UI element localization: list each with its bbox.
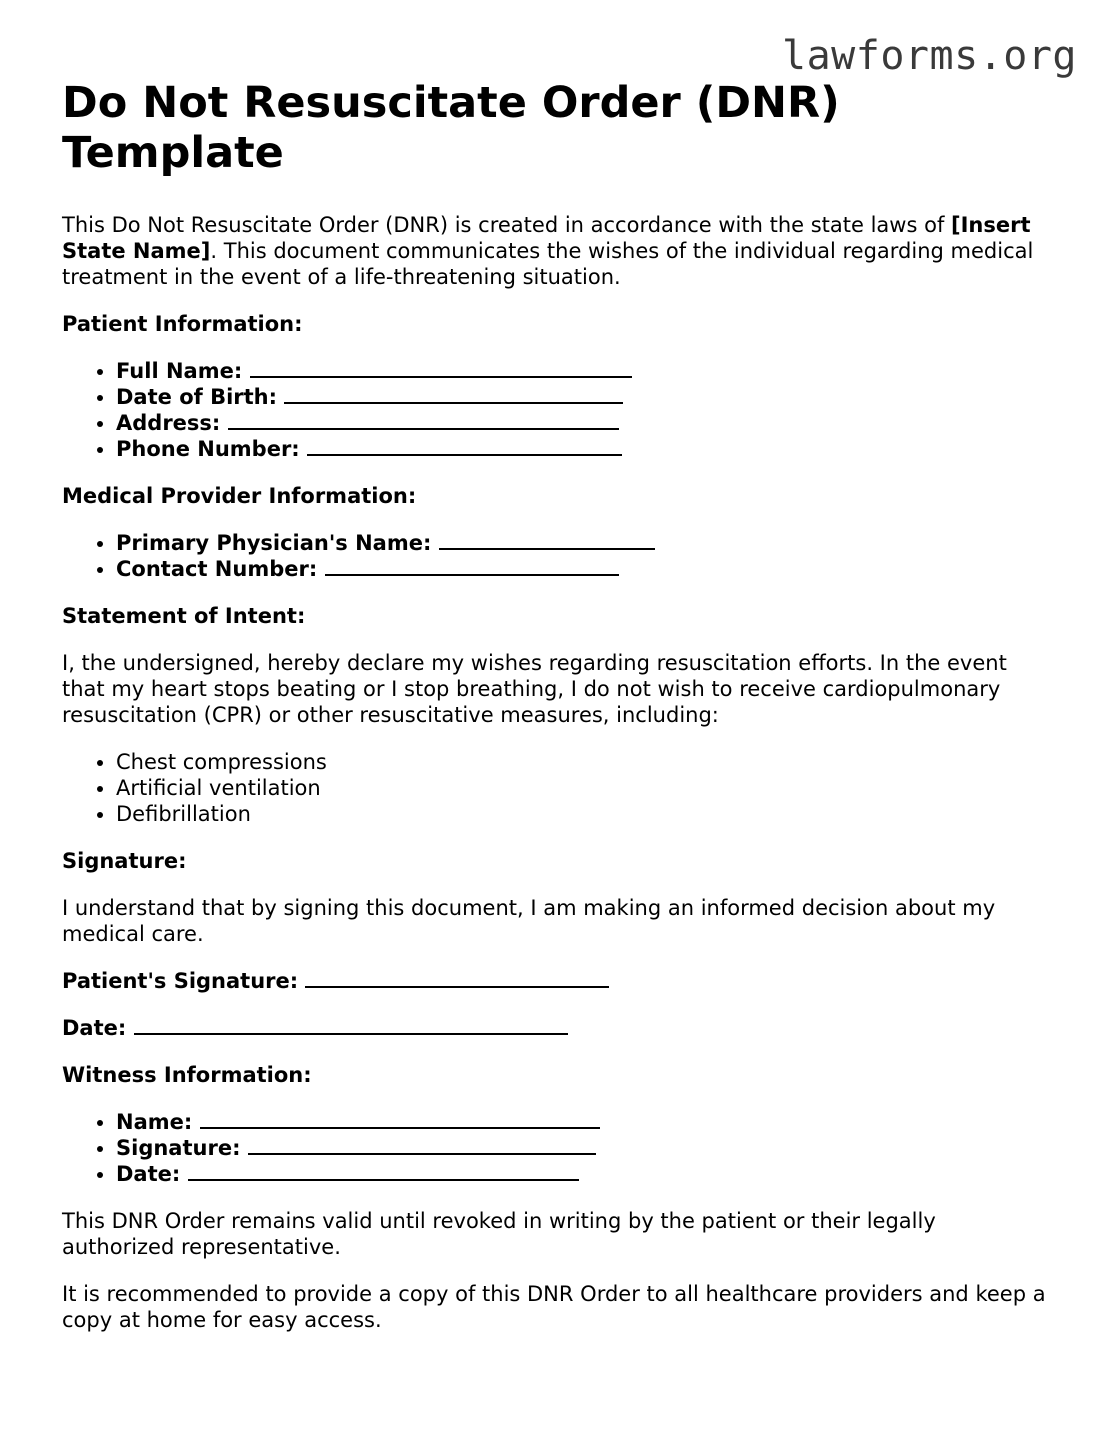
witness-info-heading: Witness Information:: [62, 1063, 312, 1087]
address-label: Address:: [116, 411, 221, 435]
list-item: • Artificial ventilation: [116, 775, 1052, 801]
patient-signature-row: [62, 968, 1052, 994]
witness-info-list: [62, 1109, 1052, 1187]
list-item: [116, 436, 1052, 462]
list-item: [116, 410, 1052, 436]
list-item: [116, 1161, 1052, 1187]
recommendation-paragraph: It is recommended to provide a copy of this DNR Order to all healthcare providers and keep a copy at home for easy access.: [62, 1282, 1046, 1332]
measures-list: [62, 749, 1052, 827]
witness-signature-field[interactable]: [248, 1135, 596, 1155]
patient-signature-label: Patient's Signature:: [62, 969, 299, 993]
provider-info-list: [62, 530, 1052, 582]
signature-date-field[interactable]: [134, 1015, 568, 1035]
intent-heading: Statement of Intent:: [62, 604, 306, 628]
list-item: [116, 1135, 1052, 1161]
watermark: lawforms.org: [782, 33, 1077, 79]
witness-signature-label: Signature:: [116, 1136, 241, 1160]
list-item: [116, 384, 1052, 410]
list-item: • Chest compressions: [116, 749, 1052, 775]
phone-label: Phone Number:: [116, 437, 300, 461]
provider-info-heading: Medical Provider Information:: [62, 484, 417, 508]
signature-heading: Signature:: [62, 849, 187, 873]
validity-paragraph: This DNR Order remains valid until revoked in writing by the patient or their legally authorized representative.: [62, 1209, 936, 1259]
signature-paragraph: I understand that by signing this document, I am making an informed decision about my medical care.: [62, 896, 996, 946]
patient-info-list: [62, 358, 1052, 462]
contact-number-field[interactable]: [325, 556, 619, 576]
intro-paragraph: [62, 212, 1052, 290]
physician-name-label: Primary Physician's Name:: [116, 531, 432, 555]
witness-name-label: Name:: [116, 1110, 193, 1134]
list-item: [116, 556, 1052, 582]
address-field[interactable]: [228, 410, 619, 430]
signature-date-label: Date:: [62, 1016, 127, 1040]
intro-text-after: . This document communicates the wishes of the individual regarding medical treatment in the event of a life-threatening situation.: [62, 239, 1034, 289]
list-item: [116, 358, 1052, 384]
document: [62, 78, 1052, 1333]
witness-date-field[interactable]: [188, 1161, 579, 1181]
patient-info-heading: Patient Information:: [62, 312, 303, 336]
physician-name-field[interactable]: [439, 530, 655, 550]
contact-number-label: Contact Number:: [116, 557, 318, 581]
intent-paragraph: I, the undersigned, hereby declare my wishes regarding resuscitation efforts. In the event that my heart stops beating or I stop breathing, I do not wish to receive cardiopulmonary resuscitation (CPR) or other resuscitative measures, including:: [62, 651, 1007, 727]
dob-label: Date of Birth:: [116, 385, 278, 409]
full-name-label: Full Name:: [116, 359, 243, 383]
phone-field[interactable]: [307, 436, 622, 456]
dob-field[interactable]: [284, 384, 623, 404]
signature-date-row: [62, 1015, 1052, 1041]
page-title: Do Not Resuscitate Order (DNR) Template: [62, 78, 840, 178]
state-placeholder: [Insert State Name]: [62, 213, 1031, 263]
list-item: [116, 530, 1052, 556]
list-item: • Defibrillation: [116, 801, 1052, 827]
list-item: [116, 1109, 1052, 1135]
full-name-field[interactable]: [250, 358, 632, 378]
witness-date-label: Date:: [116, 1162, 181, 1186]
witness-name-field[interactable]: [200, 1109, 600, 1129]
intro-text-before: This Do Not Resuscitate Order (DNR) is created in accordance with the state laws of: [62, 213, 952, 237]
patient-signature-field[interactable]: [305, 968, 609, 988]
